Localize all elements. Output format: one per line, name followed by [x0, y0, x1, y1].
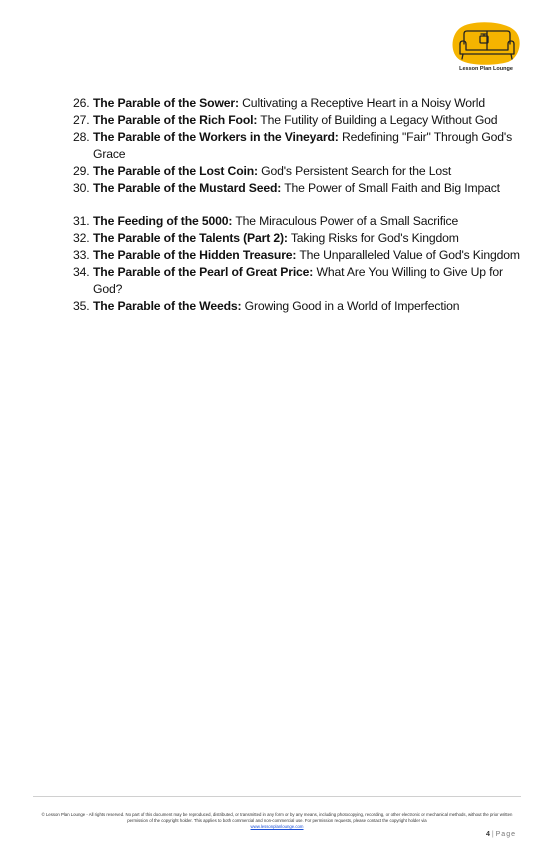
item-number: 32. — [73, 231, 90, 245]
list-spacer — [73, 197, 523, 213]
item-number: 35. — [73, 299, 90, 313]
item-description: God's Persistent Search for the Lost — [257, 164, 452, 178]
copyright-text: © Lesson Plan Lounge - All rights reserved. No part of this document may be reproduced, distributed, or transmitted in any form or by any means, including photocopying, recording, or other electronic or mechanical methods, without the prior written permission of the copyright holder. This applies to both commercial and non-commercial use. For permission requests, please contact the copyright holder via — [41, 812, 513, 823]
item-number: 28. — [73, 130, 90, 144]
item-title: The Parable of the Rich Fool: — [93, 113, 258, 127]
item-number: 33. — [73, 248, 90, 262]
item-title: The Parable of the Workers in the Vineyard: — [93, 130, 339, 144]
logo-text: Lesson Plan Lounge — [459, 66, 513, 72]
item-description: Taking Risks for God's Kingdom — [287, 231, 459, 245]
item-title: The Feeding of the 5000: — [93, 214, 233, 228]
page-label: Page — [495, 831, 516, 838]
list-item — [73, 129, 523, 163]
item-number: 30. — [73, 181, 90, 195]
item-number: 31. — [73, 214, 90, 228]
page-number — [486, 831, 516, 838]
item-description: The Miraculous Power of a Small Sacrifice — [232, 214, 459, 228]
item-description: The Power of Small Faith and Big Impact — [281, 181, 500, 195]
parable-list — [73, 95, 523, 315]
list-item — [73, 213, 523, 230]
item-number: 26. — [73, 96, 90, 110]
list-item — [73, 264, 523, 298]
website-link[interactable]: www.lessonplanlounge.com — [250, 824, 304, 829]
item-title: The Parable of the Lost Coin: — [93, 164, 258, 178]
item-title: The Parable of the Mustard Seed: — [93, 181, 282, 195]
item-number: 34. — [73, 265, 90, 279]
item-title: The Parable of the Weeds: — [93, 299, 242, 313]
list-item — [73, 298, 523, 315]
item-description: Growing Good in a World of Imperfection — [241, 299, 460, 313]
item-description: Cultivating a Receptive Heart in a Noisy World — [238, 96, 485, 110]
item-description: The Futility of Building a Legacy Without God — [257, 113, 498, 127]
copyright-notice — [33, 812, 521, 830]
page-number-value: 4 — [486, 831, 490, 838]
list-item — [73, 163, 523, 180]
item-title: The Parable of the Sower: — [93, 96, 239, 110]
logo — [450, 22, 522, 74]
sofa-logo-icon — [450, 22, 522, 66]
item-description: What Are You Willing to Give Up for God? — [93, 265, 503, 296]
list-item — [73, 247, 523, 264]
list-item — [73, 95, 523, 112]
item-number: 29. — [73, 164, 90, 178]
list-item — [73, 180, 523, 197]
item-title: The Parable of the Pearl of Great Price: — [93, 265, 314, 279]
list-item — [73, 112, 523, 129]
footer-divider — [33, 796, 521, 797]
item-number: 27. — [73, 113, 90, 127]
item-title: The Parable of the Talents (Part 2): — [93, 231, 288, 245]
item-description: The Unparalleled Value of God's Kingdom — [296, 248, 520, 262]
list-item — [73, 230, 523, 247]
item-description: Redefining "Fair" Through God's Grace — [93, 130, 513, 161]
item-title: The Parable of the Hidden Treasure: — [93, 248, 297, 262]
page-separator: | — [491, 831, 494, 838]
